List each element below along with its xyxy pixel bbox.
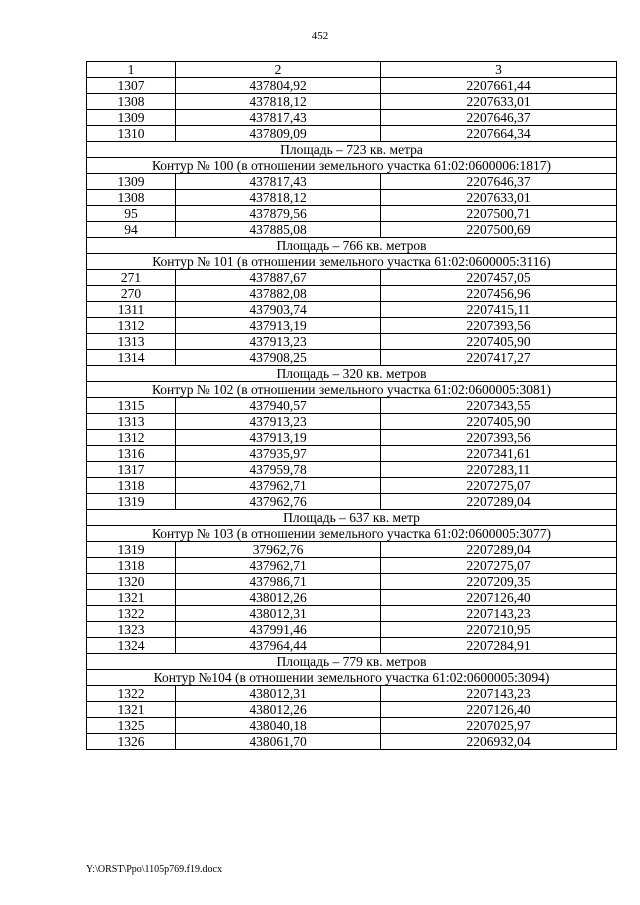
table-row (87, 686, 617, 702)
y-coordinate-cell: 2207664,34 (381, 126, 617, 142)
point-number-cell: 1322 (87, 606, 176, 622)
point-number-cell: 1308 (87, 94, 176, 110)
table-row (87, 286, 617, 302)
y-coordinate-cell: 2206932,04 (381, 734, 617, 750)
point-number-cell: 1309 (87, 110, 176, 126)
y-coordinate-cell: 2207284,91 (381, 638, 617, 654)
area-row (87, 142, 617, 158)
y-coordinate-cell: 2207646,37 (381, 174, 617, 190)
table-row (87, 702, 617, 718)
x-coordinate-cell: 437913,23 (176, 414, 381, 430)
point-number-cell: 1315 (87, 398, 176, 414)
contour-header-row (87, 670, 617, 686)
y-coordinate-cell: 2207661,44 (381, 78, 617, 94)
x-coordinate-cell: 437962,71 (176, 478, 381, 494)
x-coordinate-cell: 438061,70 (176, 734, 381, 750)
y-coordinate-cell: 2207283,11 (381, 462, 617, 478)
contour-label: Контур № 100 (в отношении земельного участка 61:02:0600006:1817) (87, 158, 617, 174)
point-number-cell: 1312 (87, 430, 176, 446)
table-row (87, 606, 617, 622)
contour-label: Контур № 103 (в отношении земельного участка 61:02:0600005:3077) (87, 526, 617, 542)
point-number-cell: 94 (87, 222, 176, 238)
y-coordinate-cell: 2207126,40 (381, 590, 617, 606)
column-header: 2 (176, 62, 381, 78)
x-coordinate-cell: 438012,31 (176, 686, 381, 702)
x-coordinate-cell: 437964,44 (176, 638, 381, 654)
table-header-row (87, 62, 617, 78)
y-coordinate-cell: 2207209,35 (381, 574, 617, 590)
contour-header-row (87, 526, 617, 542)
x-coordinate-cell: 438012,26 (176, 590, 381, 606)
point-number-cell: 1319 (87, 542, 176, 558)
point-number-cell: 1313 (87, 334, 176, 350)
point-number-cell: 1325 (87, 718, 176, 734)
x-coordinate-cell: 437817,43 (176, 110, 381, 126)
table-row (87, 574, 617, 590)
area-row (87, 654, 617, 670)
point-number-cell: 1321 (87, 702, 176, 718)
point-number-cell: 270 (87, 286, 176, 302)
table-row (87, 462, 617, 478)
x-coordinate-cell: 437991,46 (176, 622, 381, 638)
x-coordinate-cell: 438012,31 (176, 606, 381, 622)
x-coordinate-cell: 437804,92 (176, 78, 381, 94)
x-coordinate-cell: 437959,78 (176, 462, 381, 478)
contour-label: Контур № 102 (в отношении земельного участка 61:02:0600005:3081) (87, 382, 617, 398)
table-row (87, 638, 617, 654)
table-row (87, 110, 617, 126)
file-path-footer: Y:\ORST\Ppo\1105p769.f19.docx (86, 864, 222, 875)
x-coordinate-cell: 437913,23 (176, 334, 381, 350)
point-number-cell: 1323 (87, 622, 176, 638)
table-row (87, 126, 617, 142)
table-row (87, 478, 617, 494)
x-coordinate-cell: 438012,26 (176, 702, 381, 718)
point-number-cell: 1313 (87, 414, 176, 430)
y-coordinate-cell: 2207417,27 (381, 350, 617, 366)
y-coordinate-cell: 2207405,90 (381, 414, 617, 430)
column-header: 3 (381, 62, 617, 78)
area-label: Площадь – 320 кв. метров (87, 366, 617, 382)
table-row (87, 94, 617, 110)
x-coordinate-cell: 437908,25 (176, 350, 381, 366)
table-row (87, 622, 617, 638)
contour-header-row (87, 158, 617, 174)
x-coordinate-cell: 437885,08 (176, 222, 381, 238)
x-coordinate-cell: 438040,18 (176, 718, 381, 734)
area-row (87, 366, 617, 382)
point-number-cell: 1312 (87, 318, 176, 334)
y-coordinate-cell: 2207025,97 (381, 718, 617, 734)
x-coordinate-cell: 437986,71 (176, 574, 381, 590)
x-coordinate-cell: 437962,71 (176, 558, 381, 574)
table-row (87, 318, 617, 334)
x-coordinate-cell: 437879,56 (176, 206, 381, 222)
point-number-cell: 1310 (87, 126, 176, 142)
x-coordinate-cell: 437913,19 (176, 430, 381, 446)
table-row (87, 446, 617, 462)
point-number-cell: 1317 (87, 462, 176, 478)
point-number-cell: 1319 (87, 494, 176, 510)
y-coordinate-cell: 2207289,04 (381, 494, 617, 510)
contour-label: Контур №104 (в отношении земельного участка 61:02:0600005:3094) (87, 670, 617, 686)
x-coordinate-cell: 37962,76 (176, 542, 381, 558)
y-coordinate-cell: 2207646,37 (381, 110, 617, 126)
y-coordinate-cell: 2207143,23 (381, 606, 617, 622)
y-coordinate-cell: 2207275,07 (381, 558, 617, 574)
y-coordinate-cell: 2207210,95 (381, 622, 617, 638)
contour-header-row (87, 254, 617, 270)
coordinates-table (86, 61, 617, 750)
page-number: 452 (311, 30, 329, 42)
x-coordinate-cell: 437903,74 (176, 302, 381, 318)
x-coordinate-cell: 437940,57 (176, 398, 381, 414)
table-row (87, 270, 617, 286)
point-number-cell: 1324 (87, 638, 176, 654)
y-coordinate-cell: 2207126,40 (381, 702, 617, 718)
table-row (87, 78, 617, 94)
contour-header-row (87, 382, 617, 398)
y-coordinate-cell: 2207456,96 (381, 286, 617, 302)
point-number-cell: 1321 (87, 590, 176, 606)
table-row (87, 174, 617, 190)
x-coordinate-cell: 437809,09 (176, 126, 381, 142)
x-coordinate-cell: 437913,19 (176, 318, 381, 334)
area-label: Площадь – 766 кв. метров (87, 238, 617, 254)
table-row (87, 350, 617, 366)
x-coordinate-cell: 437817,43 (176, 174, 381, 190)
x-coordinate-cell: 437882,08 (176, 286, 381, 302)
y-coordinate-cell: 2207393,56 (381, 318, 617, 334)
table-row (87, 494, 617, 510)
table-row (87, 430, 617, 446)
table-row (87, 222, 617, 238)
y-coordinate-cell: 2207500,71 (381, 206, 617, 222)
table-row (87, 334, 617, 350)
area-label: Площадь – 779 кв. метров (87, 654, 617, 670)
table-row (87, 414, 617, 430)
table-body (87, 78, 617, 750)
x-coordinate-cell: 437818,12 (176, 190, 381, 206)
point-number-cell: 1326 (87, 734, 176, 750)
contour-label: Контур № 101 (в отношении земельного участка 61:02:0600005:3116) (87, 254, 617, 270)
y-coordinate-cell: 2207275,07 (381, 478, 617, 494)
y-coordinate-cell: 2207633,01 (381, 94, 617, 110)
y-coordinate-cell: 2207343,55 (381, 398, 617, 414)
point-number-cell: 1311 (87, 302, 176, 318)
table-row (87, 302, 617, 318)
point-number-cell: 1307 (87, 78, 176, 94)
point-number-cell: 95 (87, 206, 176, 222)
area-row (87, 238, 617, 254)
point-number-cell: 1318 (87, 558, 176, 574)
x-coordinate-cell: 437962,76 (176, 494, 381, 510)
y-coordinate-cell: 2207633,01 (381, 190, 617, 206)
table-row (87, 718, 617, 734)
area-label: Площадь – 723 кв. метра (87, 142, 617, 158)
point-number-cell: 271 (87, 270, 176, 286)
point-number-cell: 1322 (87, 686, 176, 702)
point-number-cell: 1320 (87, 574, 176, 590)
y-coordinate-cell: 2207500,69 (381, 222, 617, 238)
y-coordinate-cell: 2207143,23 (381, 686, 617, 702)
y-coordinate-cell: 2207457,05 (381, 270, 617, 286)
point-number-cell: 1318 (87, 478, 176, 494)
table-row (87, 398, 617, 414)
point-number-cell: 1308 (87, 190, 176, 206)
y-coordinate-cell: 2207341,61 (381, 446, 617, 462)
x-coordinate-cell: 437887,67 (176, 270, 381, 286)
point-number-cell: 1314 (87, 350, 176, 366)
column-header: 1 (87, 62, 176, 78)
x-coordinate-cell: 437935,97 (176, 446, 381, 462)
y-coordinate-cell: 2207289,04 (381, 542, 617, 558)
table-row (87, 542, 617, 558)
table-row (87, 206, 617, 222)
x-coordinate-cell: 437818,12 (176, 94, 381, 110)
area-row (87, 510, 617, 526)
area-label: Площадь – 637 кв. метр (87, 510, 617, 526)
y-coordinate-cell: 2207415,11 (381, 302, 617, 318)
table-row (87, 734, 617, 750)
y-coordinate-cell: 2207393,56 (381, 430, 617, 446)
point-number-cell: 1309 (87, 174, 176, 190)
table-row (87, 190, 617, 206)
y-coordinate-cell: 2207405,90 (381, 334, 617, 350)
table-row (87, 558, 617, 574)
point-number-cell: 1316 (87, 446, 176, 462)
table-row (87, 590, 617, 606)
